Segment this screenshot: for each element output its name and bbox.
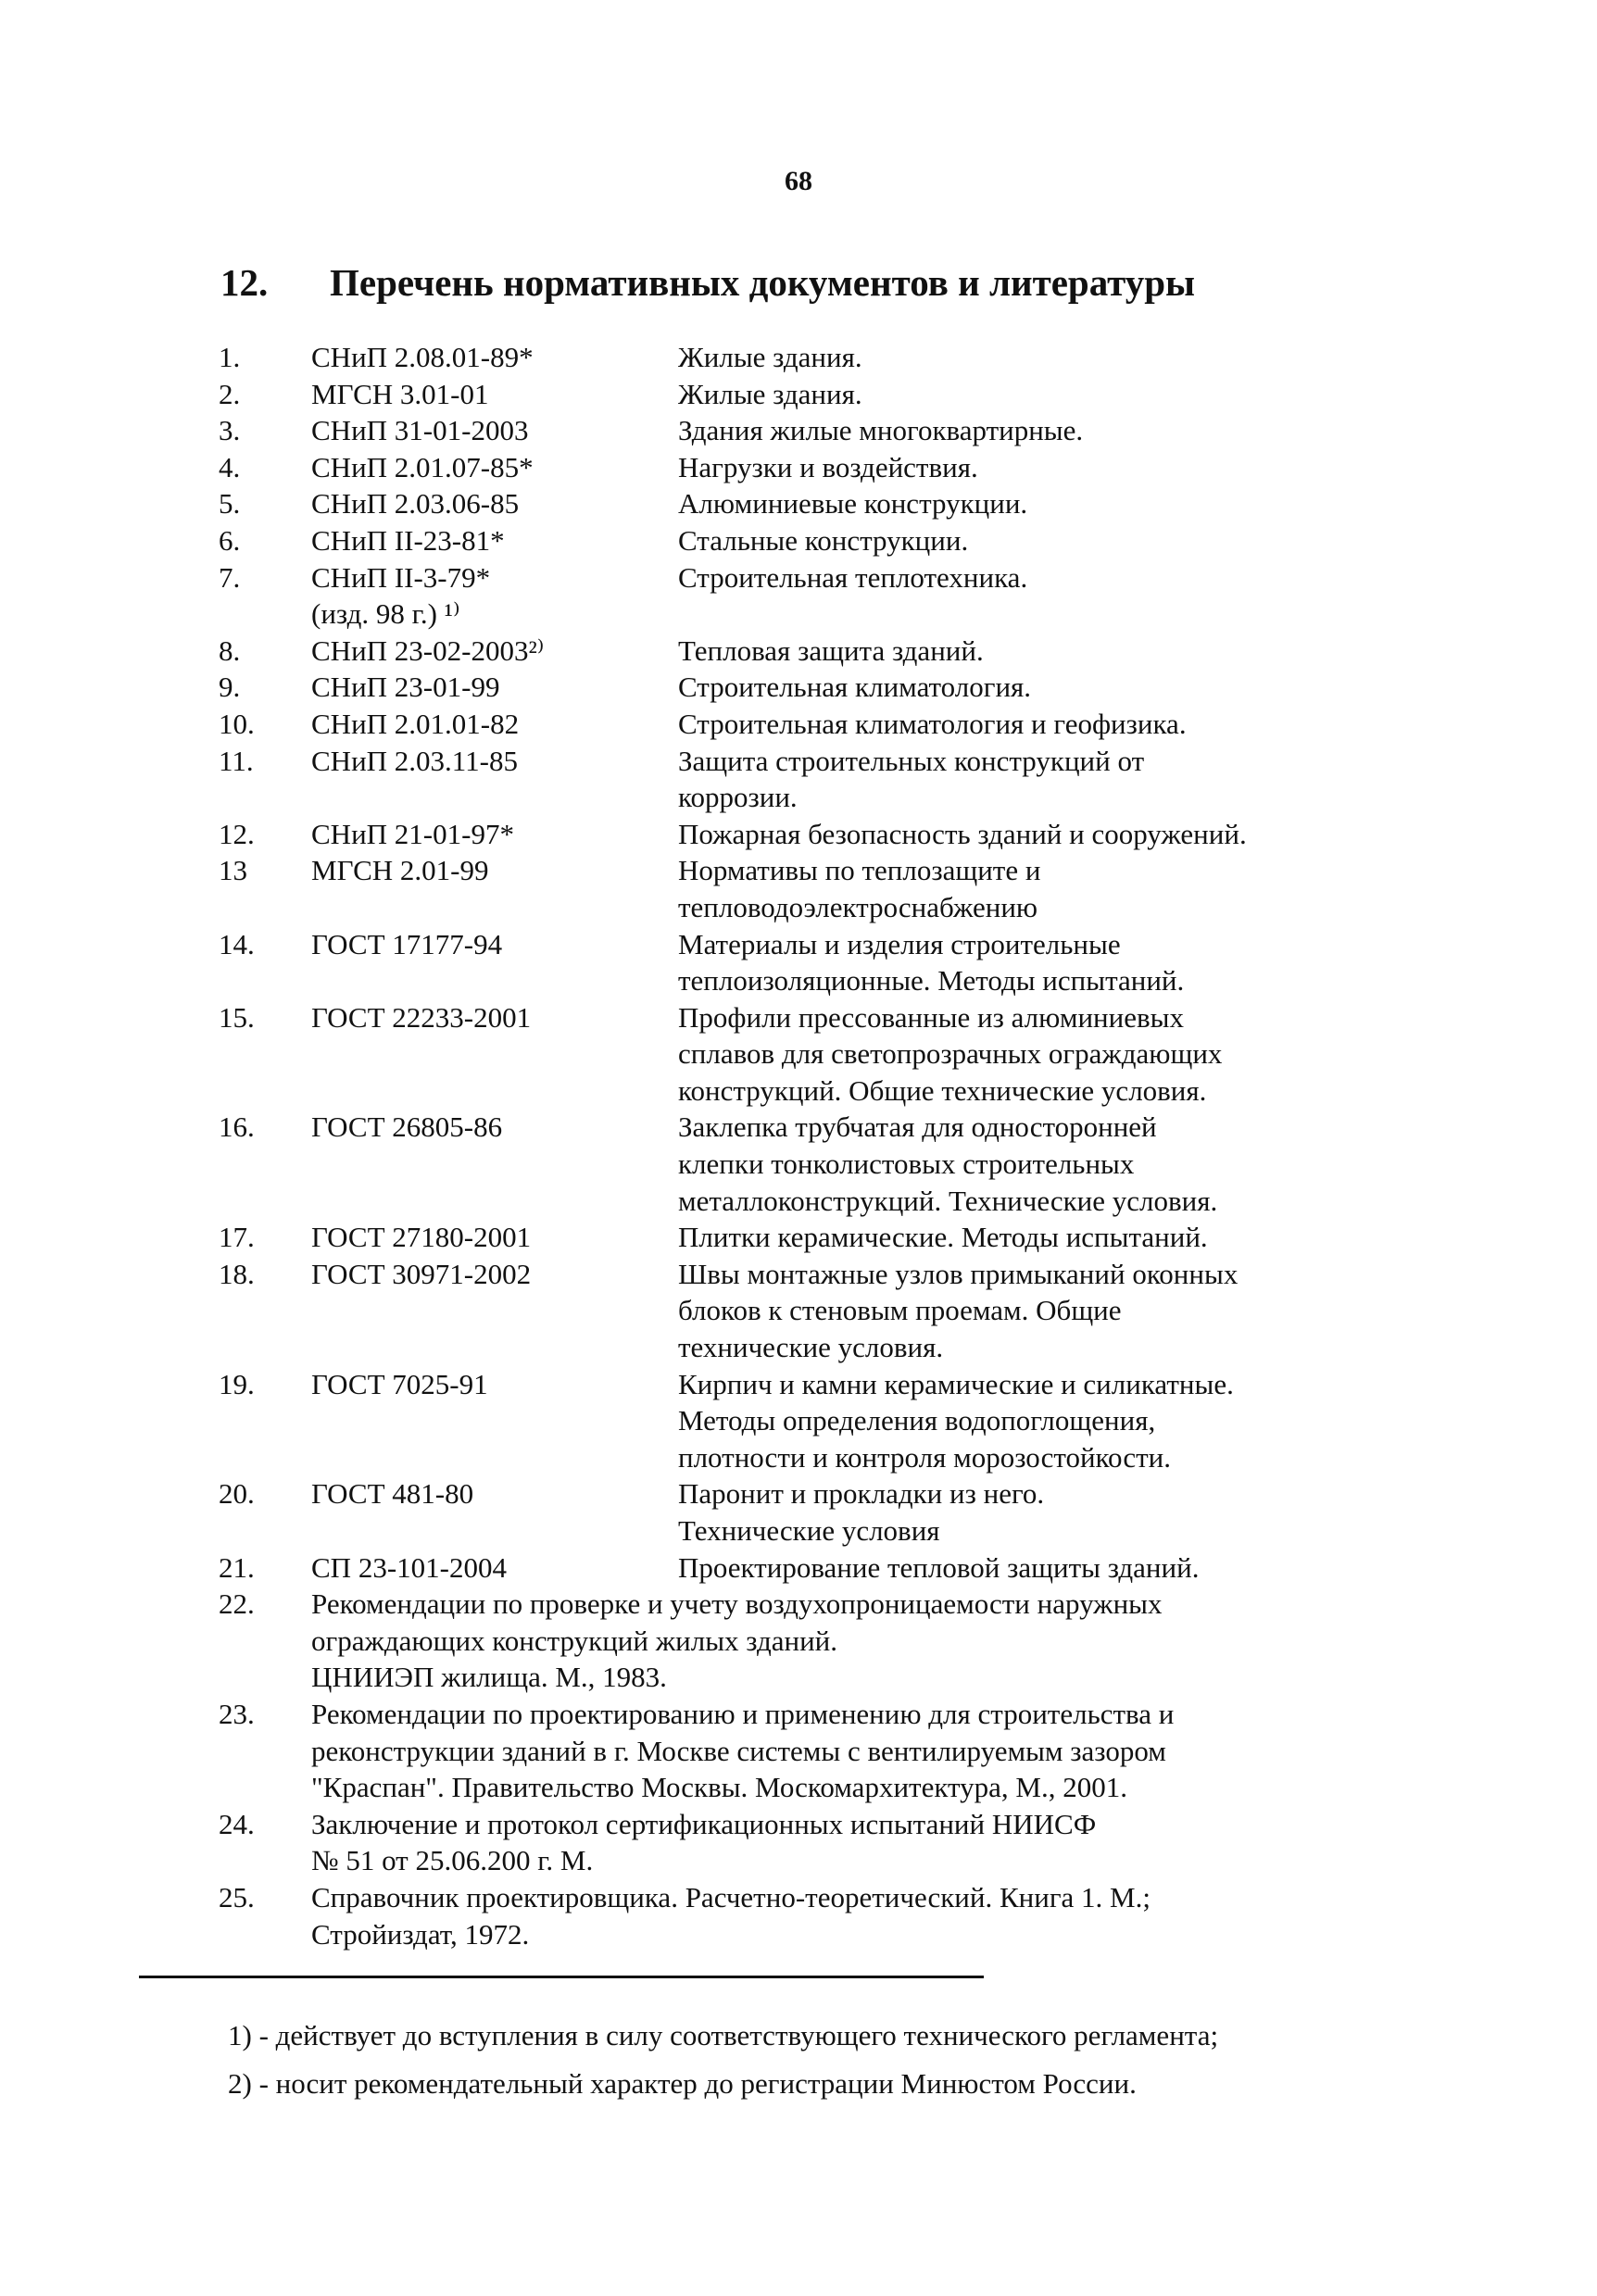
item-number: 4. (219, 450, 241, 483)
reference-text-line: Справочник проектировщика. Расчетно-теоретический. Книга 1. М.; (311, 1880, 1151, 1913)
document-code (311, 669, 678, 706)
document-title-line: Паронит и прокладки из него. (678, 1477, 1045, 1511)
document-code-line: СНиП 2.08.01-89* (311, 341, 534, 373)
reference-item (219, 1549, 1377, 1587)
document-code (311, 1475, 678, 1512)
document-code (311, 706, 678, 743)
reference-item (219, 852, 1377, 925)
item-number: 17. (219, 1221, 255, 1254)
item-number: 8. (219, 634, 241, 667)
item-number: 5. (219, 487, 241, 521)
document-code-line: СНиП 31-01-2003 (311, 414, 529, 447)
document-title-line: Швы монтажные узлов примыканий оконных (678, 1257, 1239, 1290)
document-code-line: ГОСТ 481-80 (311, 1477, 474, 1511)
document-code (311, 559, 678, 633)
reference-item (219, 559, 1377, 633)
document-title (678, 1549, 1377, 1587)
document-title (678, 999, 1377, 1110)
document-title-line: Нормативы по теплозащите и (678, 854, 1041, 887)
document-code (311, 1366, 678, 1403)
document-title-line: Тепловая защита зданий. (678, 634, 984, 667)
document-code (311, 999, 678, 1036)
document-title-line: тепловодоэлектроснабжению (678, 890, 1038, 923)
document-title-line: клепки тонколистовых строительных (678, 1148, 1135, 1181)
reference-text-line: "Краспан". Правительство Москвы. Москомархитектура, М., 2001. (311, 1771, 1127, 1804)
document-title-line: Жилые здания. (678, 341, 862, 373)
document-code-line: СНиП 2.03.11-85 (311, 744, 518, 777)
document-code (311, 1549, 678, 1587)
footnote-divider (139, 1976, 984, 1978)
document-code-line: СНиП 21-01-97* (311, 817, 514, 850)
item-number: 1. (219, 341, 241, 373)
document-code (311, 926, 678, 963)
document-title (678, 522, 1377, 559)
reference-item (219, 339, 1377, 376)
reference-item (219, 669, 1377, 706)
reference-item (219, 1806, 1377, 1879)
document-title-line: металлоконструкций. Технические условия. (678, 1184, 1218, 1217)
document-code-line: СНиП II-23-81* (311, 523, 505, 557)
reference-item (219, 1696, 1377, 1806)
reference-item (219, 999, 1377, 1110)
document-code-line: СНиП II-3-79* (311, 560, 491, 594)
document-title-line: Строительная теплотехника. (678, 560, 1028, 594)
reference-item (219, 1366, 1377, 1476)
item-number: 25. (219, 1880, 255, 1913)
reference-text-line: № 51 от 25.06.200 г. М. (311, 1844, 594, 1877)
document-title-line: конструкций. Общие технические условия. (678, 1073, 1207, 1107)
item-number: 15. (219, 1000, 255, 1034)
item-number: 14. (219, 927, 255, 960)
document-title-line: Пожарная безопасность зданий и сооружений. (678, 817, 1247, 850)
item-number: 9. (219, 671, 241, 704)
document-code-line: СП 23-101-2004 (311, 1550, 507, 1584)
reference-text-line: Рекомендации по проверке и учету воздухопроницаемости наружных (311, 1587, 1163, 1621)
item-number: 10. (219, 707, 255, 740)
reference-item (219, 485, 1377, 522)
document-title-line: Методы определения водопоглощения, (678, 1404, 1156, 1437)
reference-item (219, 1475, 1377, 1549)
document-code (311, 339, 678, 376)
document-title (678, 852, 1377, 925)
document-title (678, 339, 1377, 376)
document-title (678, 633, 1377, 670)
document-title (678, 816, 1377, 853)
document-title-line: Здания жилые многоквартирные. (678, 414, 1084, 447)
document-code-line: МГСН 2.01-99 (311, 854, 489, 887)
document-title-line: технические условия. (678, 1331, 944, 1364)
document-code (311, 743, 678, 780)
document-code (311, 449, 678, 486)
reference-text-line: реконструкции зданий в г. Москве системы с вентилируемым зазором (311, 1734, 1166, 1767)
document-code (311, 852, 678, 889)
reference-text (311, 1806, 1377, 1879)
reference-text (311, 1586, 1377, 1696)
section-heading (220, 257, 1195, 307)
document-title-line: Стальные конструкции. (678, 523, 969, 557)
item-number: 16. (219, 1110, 255, 1144)
document-title-line: Материалы и изделия строительные (678, 927, 1121, 960)
reference-item (219, 1109, 1377, 1219)
document-title-line: Профили прессованные из алюминиевых (678, 1000, 1184, 1034)
reference-item (219, 1219, 1377, 1256)
document-title-line: Строительная климатология. (678, 671, 1032, 704)
document-code (311, 1219, 678, 1256)
document-code-line: ГОСТ 22233-2001 (311, 1000, 532, 1034)
reference-text (311, 1696, 1377, 1806)
reference-item (219, 522, 1377, 559)
reference-item (219, 1256, 1377, 1366)
document-title-line: теплоизоляционные. Методы испытаний. (678, 964, 1185, 997)
reference-text-line: Заключение и протокол сертификационных испытаний НИИСФ (311, 1807, 1097, 1840)
reference-item (219, 743, 1377, 816)
document-title-line: плотности и контроля морозостойкости. (678, 1440, 1171, 1474)
document-title-line: Плитки керамические. Методы испытаний. (678, 1221, 1208, 1254)
document-code (311, 1256, 678, 1293)
document-code-line: (изд. 98 г.) ¹⁾ (311, 597, 460, 631)
document-code-line: ГОСТ 27180-2001 (311, 1221, 532, 1254)
document-code-line: ГОСТ 26805-86 (311, 1110, 503, 1144)
item-number: 24. (219, 1807, 255, 1840)
document-code-line: ГОСТ 7025-91 (311, 1367, 488, 1400)
document-code-line: СНиП 2.01.07-85* (311, 450, 534, 483)
document-title (678, 1475, 1377, 1549)
document-title (678, 1366, 1377, 1476)
document-title (678, 1109, 1377, 1219)
reference-item (219, 449, 1377, 486)
item-number: 13 (219, 854, 247, 887)
section-title: Перечень нормативных документов и литературы (330, 261, 1196, 304)
section-number: 12. (220, 261, 269, 304)
document-title-line: Проектирование тепловой защиты зданий. (678, 1550, 1200, 1584)
footnote: 1) - действует до вступления в силу соответствующего технического регламента; (228, 2019, 1219, 2051)
item-number: 3. (219, 414, 241, 447)
item-number: 21. (219, 1550, 255, 1584)
document-title (678, 926, 1377, 999)
document-title-line: Строительная климатология и геофизика. (678, 707, 1187, 740)
document-code-line: СНиП 23-01-99 (311, 671, 500, 704)
footnotes (228, 2012, 1218, 2108)
document-code-line: СНиП 23-02-2003²⁾ (311, 634, 545, 667)
document-title (678, 706, 1377, 743)
reference-item (219, 633, 1377, 670)
document-title (678, 1256, 1377, 1366)
document-code (311, 633, 678, 670)
document-title (678, 1219, 1377, 1256)
document-code (311, 376, 678, 413)
document-code (311, 816, 678, 853)
page-number: 68 (785, 166, 812, 196)
document-code-line: СНиП 2.01.01-82 (311, 707, 520, 740)
document-title-line: Заклепка трубчатая для односторонней (678, 1110, 1157, 1144)
document-title (678, 485, 1377, 522)
reference-item (219, 706, 1377, 743)
document-code-line: ГОСТ 30971-2002 (311, 1257, 532, 1290)
reference-text (311, 1879, 1377, 1952)
document-title-line: Защита строительных конструкций от (678, 744, 1145, 777)
reference-item (219, 1586, 1377, 1696)
footnote: 2) - носит рекомендательный характер до регистрации Минюстом России. (228, 2067, 1137, 2100)
document-title-line: блоков к стеновым проемам. Общие (678, 1294, 1122, 1327)
reference-text-line: Стройиздат, 1972. (311, 1917, 530, 1951)
document-code (311, 522, 678, 559)
document-title (678, 743, 1377, 816)
document-title-line: Нагрузки и воздействия. (678, 450, 978, 483)
document-title-line: сплавов для светопрозрачных ограждающих (678, 1037, 1223, 1071)
document-code (311, 485, 678, 522)
document-title-line: Кирпич и камни керамические и силикатные. (678, 1367, 1234, 1400)
reference-list (219, 339, 1377, 1952)
item-number: 12. (219, 817, 255, 850)
reference-text-line: ограждающих конструкций жилых зданий. (311, 1624, 838, 1657)
item-number: 22. (219, 1587, 255, 1621)
reference-item (219, 926, 1377, 999)
reference-item (219, 376, 1377, 413)
item-number: 7. (219, 560, 241, 594)
document-title (678, 669, 1377, 706)
document-code (311, 1109, 678, 1146)
item-number: 18. (219, 1257, 255, 1290)
item-number: 11. (219, 744, 254, 777)
item-number: 20. (219, 1477, 255, 1511)
document-title-line: Алюминиевые конструкции. (678, 487, 1028, 521)
document-title (678, 559, 1377, 596)
document-code (311, 412, 678, 449)
item-number: 2. (219, 377, 241, 410)
document-code-line: МГСН 3.01-01 (311, 377, 489, 410)
reference-item (219, 412, 1377, 449)
document-code-line: ГОСТ 17177-94 (311, 927, 503, 960)
document-title-line: коррозии. (678, 781, 798, 814)
reference-text-line: Рекомендации по проектированию и применению для строительства и (311, 1697, 1175, 1730)
item-number: 23. (219, 1697, 255, 1730)
document-title (678, 376, 1377, 413)
item-number: 19. (219, 1367, 255, 1400)
document-code-line: СНиП 2.03.06-85 (311, 487, 520, 521)
document-title-line: Технические условия (678, 1514, 940, 1547)
document-title (678, 449, 1377, 486)
document-title (678, 412, 1377, 449)
reference-item (219, 1879, 1377, 1952)
document-title-line: Жилые здания. (678, 377, 862, 410)
reference-item (219, 816, 1377, 853)
reference-text-line: ЦНИИЭП жилища. М., 1983. (311, 1661, 667, 1694)
item-number: 6. (219, 523, 241, 557)
